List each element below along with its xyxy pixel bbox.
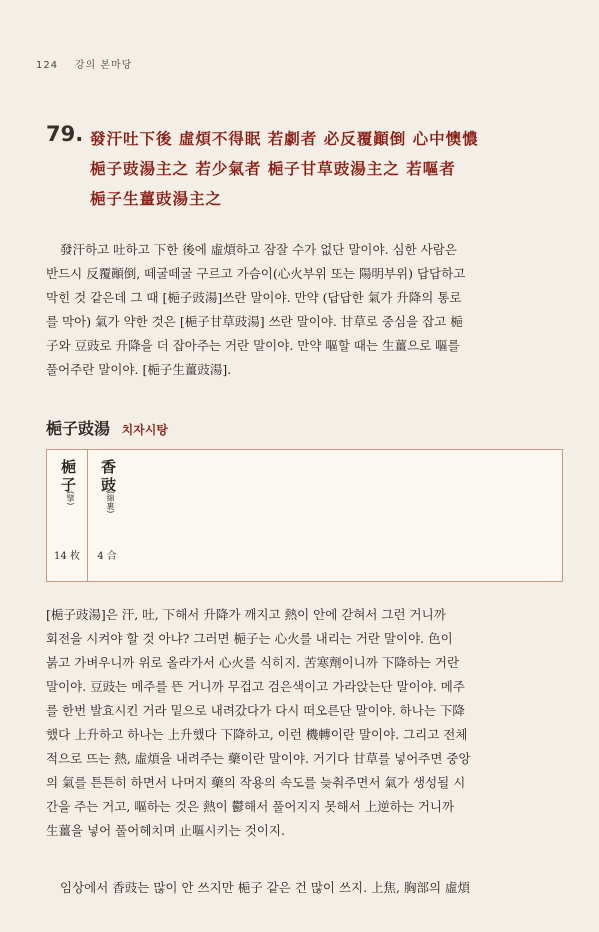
verse-line: 發汗吐下後 虛煩不得眠 若劇者 必反覆顚倒 心中懊憹	[90, 129, 479, 148]
herb-name: 香豉	[101, 458, 117, 494]
running-head	[36, 56, 132, 71]
text-line: 를 한번 발효시킨 거라 밑으로 내려갔다가 다시 떠오른단 말이야. 하나는 下降	[46, 703, 465, 718]
verse-line: 梔子豉湯主之 若少氣者 梔子甘草豉湯主之 若嘔者	[90, 159, 456, 178]
text-line: [梔子豉湯]은 汗, 吐, 下해서 升降가 깨지고 熱이 안에 갇혀서 그런 거니까	[46, 607, 446, 622]
text-line: 간을 주는 거고, 嘔하는 것은 熱이 鬱해서 풀어지지 못해서 上逆하는 거니까	[46, 799, 455, 814]
commentary-paragraph-1	[46, 238, 568, 382]
text-line: 말이야. 豆豉는 메주를 뜬 거니까 무겁고 검은색이고 가라앉는단 말이야. 메주	[46, 679, 465, 694]
text-line: 적으로 뜨는 熱, 虛煩을 내려주는 藥이란 말이야. 거기다 甘草를 넣어주면 중앙	[46, 751, 471, 766]
text-line: 붉고 가벼우니까 위로 올라가서 心火를 식히지. 苦寒劑이니까 下降하는 거란	[46, 655, 460, 670]
text-line: 의 氣를 튼튼히 하면서 나머지 藥의 작용의 속도를 늦춰주면서 氣가 생성될 시	[46, 775, 466, 790]
text-line: 반드시 反覆顚倒, 떼굴떼굴 구르고 가슴이(心火부위 또는 陽明부위) 답답하고	[46, 266, 466, 281]
text-line: 生薑을 넣어 풀어헤치며 止嘔시키는 것이지.	[46, 823, 285, 838]
text-line: 를 막아) 氣가 약한 것은 [梔子甘草豉湯] 쓰란 말이야. 甘草로 중심을 잡고 梔	[46, 314, 463, 329]
formula-name: 梔子豉湯	[46, 419, 111, 438]
herb-preparation: (擘)	[66, 491, 75, 506]
herb-name: 梔子	[61, 458, 77, 494]
commentary-paragraph-3	[46, 876, 568, 900]
text-line: 임상에서 香豉는 많이 안 쓰지만 梔子 같은 건 많이 쓰지. 上焦, 胸部의 虛煩	[60, 880, 471, 895]
herb-amount: 4 合	[97, 551, 117, 562]
text-line: 子와 豆豉로 升降을 더 잡아주는 거란 말이야. 만약 嘔할 때는 生薑으로 嘔를	[46, 338, 460, 353]
formula-name-hangul: 치자시탕	[121, 423, 168, 437]
text-line: 회전을 시켜야 할 것 아냐? 그러면 梔子는 心火를 내리는 거란 말이야. 色이	[46, 631, 453, 646]
entry-number: 79.	[46, 122, 84, 146]
text-line: 막힌 것 같은데 그 때 [梔子豉湯]쓰란 말이야. 만약 (답답한 氣가 升降의 통로	[46, 290, 462, 305]
classic-verse	[90, 124, 560, 214]
herb-column	[47, 450, 88, 581]
book-title: 강의 본마당	[74, 60, 133, 71]
text-line: 發汗하고 吐하고 下한 後에 虛煩하고 잠잘 수가 없단 말이야. 심한 사람은	[60, 242, 457, 257]
formula-title	[46, 416, 168, 439]
herb-column	[87, 450, 127, 581]
page-number: 124	[36, 60, 59, 71]
verse-line: 梔子生薑豉湯主之	[90, 189, 223, 208]
text-line: 했다 上升하고 하나는 上升했다 下降하고, 이런 機轉이란 말이야. 그리고 전체	[46, 727, 468, 742]
herb-amount: 14 枚	[54, 551, 80, 562]
text-line: 풀어주란 말이야. [梔子生薑豉湯].	[46, 362, 232, 377]
herb-table	[46, 449, 563, 582]
commentary-paragraph-2	[46, 603, 568, 843]
herb-preparation: (綿裹)	[106, 491, 115, 514]
